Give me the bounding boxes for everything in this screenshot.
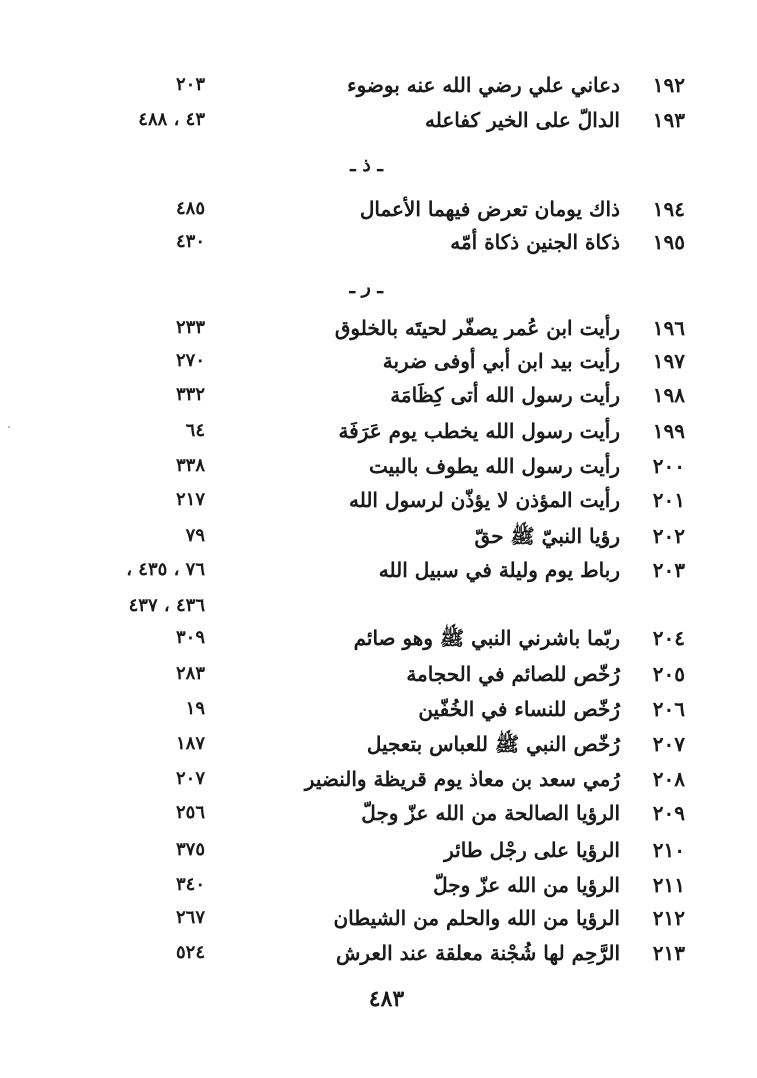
entry-number: ٢١٣ (652, 941, 685, 965)
index-entry (0, 796, 757, 830)
entry-pages-continued: ٤٣٦ ، ٤٣٧ (128, 595, 205, 616)
entry-text: الرؤيا على رجْل طائر (444, 838, 620, 862)
entry-text: الدالّ على الخير كفاعله (425, 108, 620, 132)
index-entry (0, 483, 757, 517)
entry-number: ٢٠٨ (652, 767, 685, 791)
entry-number: ٢٠٤ (652, 626, 685, 650)
index-entry (0, 762, 757, 796)
entry-pages: ٣٧٥ (175, 839, 205, 860)
entry-text: الرؤيا من الله عزّ وجلّ (433, 873, 620, 897)
index-entry (0, 519, 757, 553)
entry-pages: ٢٨٣ (175, 663, 205, 684)
index-entry (0, 414, 757, 448)
entry-number: ١٩٤ (652, 197, 685, 221)
entry-pages: ١٨٧ (175, 733, 205, 754)
entry-pages: ٢٥٦ (175, 802, 205, 823)
index-entry (0, 68, 757, 102)
entry-pages: ٢١٧ (175, 489, 205, 510)
entry-text: رأيت المؤذن لا يؤذّن لرسول الله (348, 488, 620, 512)
entry-pages: ٣٣٨ (175, 455, 205, 476)
entry-number: ١٩٢ (652, 73, 685, 97)
index-entry (0, 621, 757, 655)
entry-number: ٢٠٦ (652, 697, 685, 721)
index-entry (0, 378, 757, 412)
section-letter-ra: ـ ر ـ (349, 276, 383, 298)
entry-number: ١٩٦ (652, 316, 685, 340)
entry-number: ١٩٨ (652, 383, 685, 407)
entry-text: رأيت بيد ابن أبي أوفى ضربة (382, 349, 620, 373)
entry-pages: ٢٣٣ (175, 317, 205, 338)
entry-number: ١٩٣ (652, 108, 685, 132)
page-number: ٤٨٣ (368, 986, 405, 1012)
entry-text: الرَّحِم لها شُجْنة معلقة عند العرش (335, 941, 620, 965)
entry-text: الرؤيا الصالحة من الله عزّ وجلّ (361, 801, 620, 825)
index-entry (0, 727, 757, 761)
index-entry-continuation (0, 589, 757, 623)
entry-text: رباط يوم وليلة في سبيل الله (378, 558, 620, 582)
entry-text: ربّما باشرني النبي ﷺ وهو صائم (353, 626, 620, 650)
entry-pages: ٢٠٧ (175, 768, 205, 789)
page-footer (0, 986, 757, 1012)
entry-number: ٢٠٣ (652, 558, 685, 582)
entry-number: ١٩٧ (652, 349, 685, 373)
index-entry (0, 901, 757, 935)
index-entry (0, 192, 757, 226)
entry-text: الرؤيا من الله والحلم من الشيطان (333, 906, 620, 930)
scan-speck (8, 426, 10, 428)
index-entry (0, 868, 757, 902)
entry-pages: ٤٨٥ (175, 198, 205, 219)
entry-text: رأيت رسول الله يخطب يوم عَرَفَة (338, 419, 620, 443)
entry-text: دعاني علي رضي الله عنه بوضوء (347, 73, 620, 97)
entry-number: ٢٠٩ (652, 801, 685, 825)
entry-pages: ٧٦ ، ٤٣٥ ، (126, 559, 205, 580)
index-entry (0, 449, 757, 483)
entry-pages: ٥٢٤ (175, 942, 205, 963)
entry-pages: ٢٠٣ (175, 74, 205, 95)
entry-pages: ٢٧٠ (175, 350, 205, 371)
entry-number: ٢١١ (652, 873, 685, 897)
entry-number: ٢٠١ (652, 488, 685, 512)
entry-number: ٢١٢ (652, 906, 685, 930)
entry-text: رؤيا النبيّ ﷺ حقّ (474, 524, 620, 548)
entry-number: ٢٠٢ (652, 524, 685, 548)
index-entry (0, 936, 757, 970)
entry-pages: ١٩ (185, 698, 205, 719)
entry-text: رُمي سعد بن معاذ يوم قريظة والنضير (304, 767, 620, 791)
index-entry (0, 553, 757, 587)
index-entry (0, 225, 757, 259)
index-entry (0, 833, 757, 867)
entry-number: ١٩٥ (652, 230, 685, 254)
entry-number: ٢٠٧ (652, 732, 685, 756)
entry-text: رأيت رسول الله أتى كِظَامَة (390, 383, 620, 407)
entry-number: ١٩٩ (652, 419, 685, 443)
index-entry (0, 692, 757, 726)
entry-pages: ٣٠٩ (175, 627, 205, 648)
entry-text: ذاك يومان تعرض فيهما الأعمال (359, 197, 620, 221)
entry-text: رُخّص للصائم في الحجامة (406, 662, 620, 686)
entry-text: رُخّص للنساء في الخُفّين (418, 697, 620, 721)
entry-pages: ٣٤٠ (175, 874, 205, 895)
entry-text: رأيت رسول الله يطوف بالبيت (368, 454, 620, 478)
entry-pages: ٤٣٠ (175, 231, 205, 252)
entry-text: رُخّص النبي ﷺ للعباس بتعجيل (366, 732, 620, 756)
entry-pages: ٤٣ ، ٤٨٨ (138, 109, 205, 130)
index-entry (0, 311, 757, 345)
entry-pages: ٣٣٢ (175, 384, 205, 405)
entry-number: ٢٠٠ (652, 454, 685, 478)
index-entry (0, 103, 757, 137)
entry-number: ٢٠٥ (652, 662, 685, 686)
entry-text: ذكاة الجنين ذكاة أمّه (450, 230, 620, 254)
entry-pages: ٦٤ (185, 420, 205, 441)
index-entry (0, 657, 757, 691)
section-letter-dhal: ـ ذ ـ (350, 154, 383, 176)
entry-pages: ٢٦٧ (175, 907, 205, 928)
index-entry (0, 344, 757, 378)
entry-number: ٢١٠ (652, 838, 685, 862)
entry-pages: ٧٩ (185, 525, 205, 546)
entry-text: رأيت ابن عُمر يصفّر لحيتَه بالخلوق (334, 316, 620, 340)
